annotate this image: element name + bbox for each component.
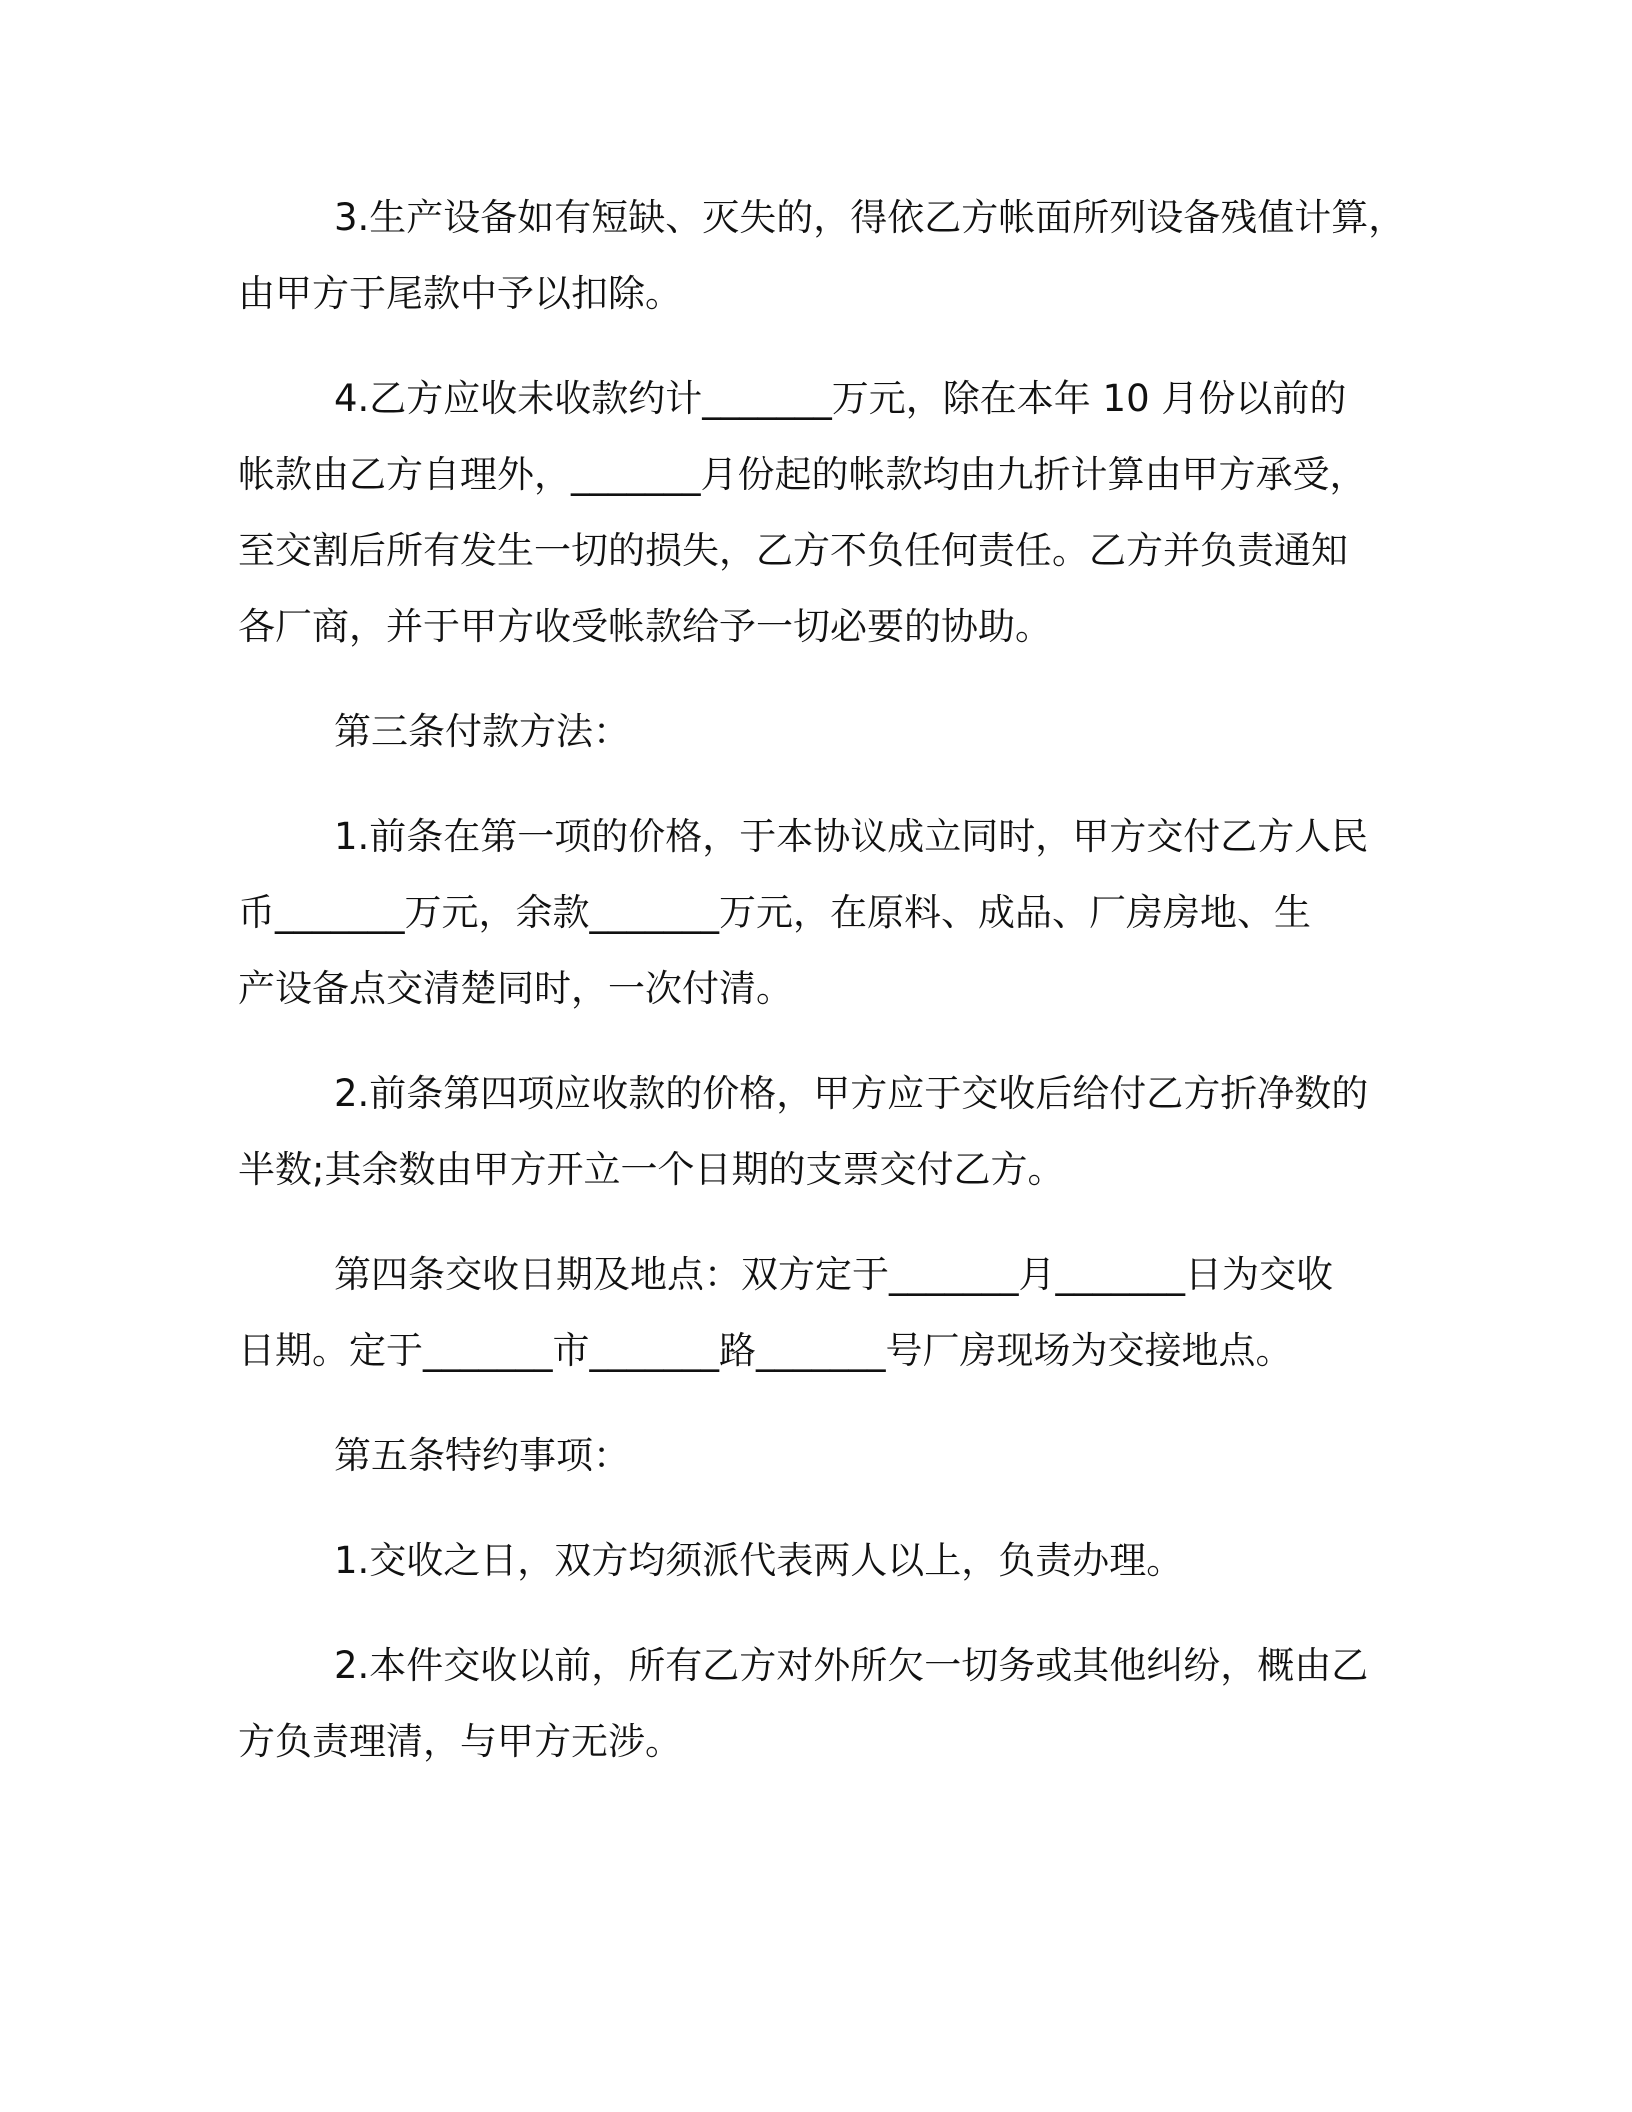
text-line: 4.乙方应收未收款约计_______万元，除在本年 10 月份以前的 [334,377,1347,420]
clause-paragraph-4 [238,1056,1398,1208]
text-line: 由甲方于尾款中予以扣除。 [238,272,682,315]
text-line: 各厂商，并于甲方收受帐款给予一切必要的协助。 [238,605,1052,648]
document-body [238,180,1406,1809]
text-line: 日期。定于_______市_______路_______号厂房现场为交接地点。 [238,1329,1293,1372]
text-line: 第三条付款方法： [334,710,630,753]
clause-paragraph-1 [238,180,1406,332]
text-line: 至交割后所有发生一切的损失，乙方不负任何责任。乙方并负责通知 [238,529,1348,572]
text-line: 帐款由乙方自理外，_______月份起的帐款均由九折计算由甲方承受， [238,453,1367,496]
article-heading-3 [238,694,1398,770]
text-line: 3.生产设备如有短缺、灭失的，得依乙方帐面所列设备残值计算， [334,196,1406,239]
text-line: 1.交收之日，双方均须派代表两人以上，负责办理。 [334,1539,1184,1582]
text-line: 产设备点交清楚同时，一次付清。 [238,967,793,1010]
clause-paragraph-3 [238,799,1398,1027]
clause-paragraph-5 [238,1523,1398,1599]
text-line: 2.前条第四项应收款的价格，甲方应于交收后给付乙方折净数的 [334,1072,1369,1115]
article-paragraph-4 [238,1237,1398,1389]
text-line: 半数;其余数由甲方开立一个日期的支票交付乙方。 [238,1148,1065,1191]
text-line: 币_______万元，余款_______万元，在原料、成品、厂房房地、生 [238,891,1311,934]
text-line: 2.本件交收以前，所有乙方对外所欠一切务或其他纠纷，概由乙 [334,1644,1369,1687]
text-line: 第四条交收日期及地点：双方定于_______月_______日为交收 [334,1253,1333,1296]
article-heading-5 [238,1418,1398,1494]
text-line: 1.前条在第一项的价格，于本协议成立同时，甲方交付乙方人民 [334,815,1369,858]
text-line: 第五条特约事项： [334,1434,630,1477]
clause-paragraph-6 [238,1628,1398,1780]
text-line: 方负责理清，与甲方无涉。 [238,1720,682,1763]
clause-paragraph-2 [238,361,1398,665]
